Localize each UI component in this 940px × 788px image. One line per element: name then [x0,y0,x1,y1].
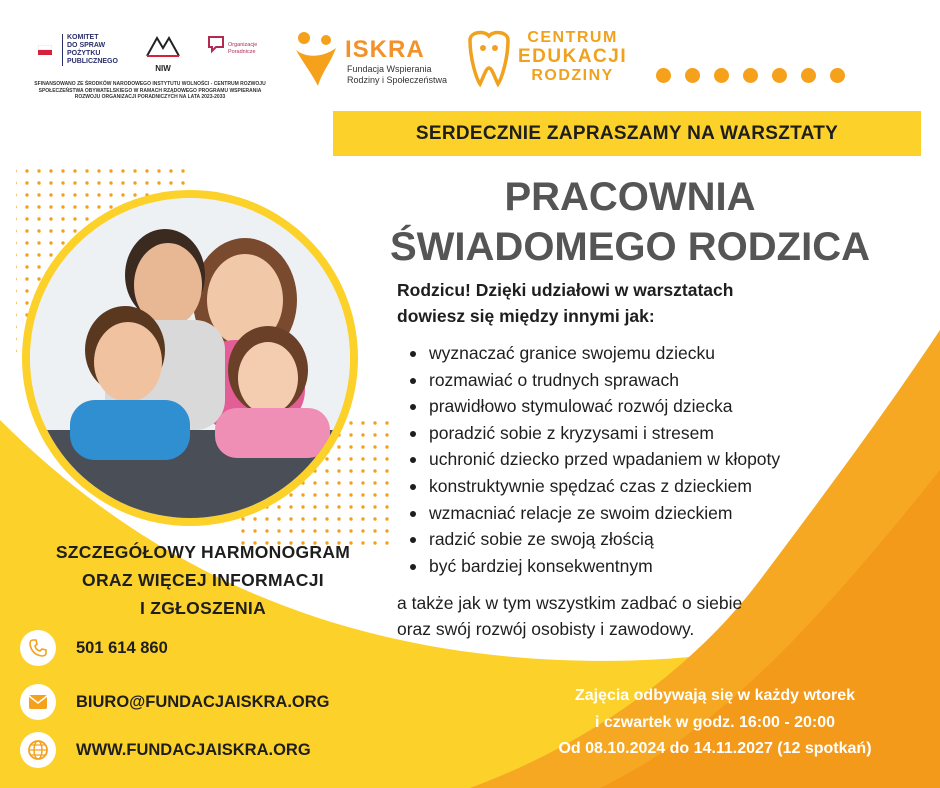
organizacje-poradnicze-logo: Organizacje Poradnicze [206,34,266,70]
iskra-subtitle: Fundacja Wspierania Rodziny i Społeczeństwa [347,64,448,85]
email-address[interactable]: BIURO@FUNDACJAISKRA.ORG [76,692,330,711]
phone-number[interactable]: 501 614 860 [76,638,168,657]
niw-logo: NIW [143,34,183,70]
workshop-title: PRACOWNIA ŚWIADOMEGO RODZICA [390,175,870,269]
topics-list [405,340,905,579]
outro-text: a także jak w tym wszystkim zadbać o siebie oraz swój rozwój osobisty i zawodowy. [397,593,743,639]
envelope-icon [20,684,56,720]
list-item: rozmawiać o trudnych sprawach [405,367,905,394]
invitation-banner-text: SERDECZNIE ZAPRASZAMY NA WARSZTATY [415,122,839,144]
list-item: wyznaczać granice swojemu dziecku [405,340,905,367]
invitation-banner [333,111,921,156]
funding-note: SFINANSOWANO ZE ŚRODKÓW NARODOWEGO INSTYTUTU WOLNOŚCI - CENTRUM ROZWOJU SPOŁECZEŃSTWA OBYWATELSKIEGO W RAMACH RZĄDOWEGO PROGRAMU WSPIERANIA ROZWOJU ORGANIZACJI PORADNICZYCH NA LATA 2023-2033 [34,81,266,100]
centrum-logo-icon [464,28,514,88]
list-item: wzmacniać relacje ze swoim dzieckiem [405,500,905,527]
poland-flag-icon [38,40,52,50]
centrum-edukacji-rodziny-logo: CENTRUM EDUKACJI RODZINY [518,29,628,84]
contact-phone[interactable] [20,630,168,666]
komitet-logo: KOMITET DO SPRAW POŻYTKU PUBLICZNEGO [62,34,118,66]
contact-email[interactable] [20,684,330,720]
list-item: konstruktywnie spędzać czas z dzieckiem [405,473,905,500]
schedule-info: Zajęcia odbywają się w każdy wtorek i czwartek w godz. 16:00 - 20:00 Od 08.10.2024 do 14.11.2027 (12 spotkań) [558,687,872,757]
iskra-title: ISKRA [345,36,425,63]
iskra-logo-icon [292,30,340,88]
list-item: poradzić sobie z kryzysami i stresem [405,420,905,447]
decorative-dots [656,68,845,83]
contact-website[interactable] [20,732,311,768]
list-item: radzić sobie ze swoją złością [405,526,905,553]
list-item: prawidłowo stymulować rozwój dziecka [405,393,905,420]
info-heading: SZCZEGÓŁOWY HARMONOGRAM ORAZ WIĘCEJ INFORMACJI I ZGŁOSZENIA [55,542,351,618]
globe-icon [20,732,56,768]
list-item: być bardziej konsekwentnym [405,553,905,580]
website-link[interactable]: WWW.FUNDACJAISKRA.ORG [76,740,311,759]
list-item: uchronić dziecko przed wpadaniem w kłopoty [405,446,905,473]
intro-text: Rodzicu! Dzięki udziałowi w warsztatach dowiesz się między innymi jak: [397,280,734,326]
phone-icon [20,630,56,666]
